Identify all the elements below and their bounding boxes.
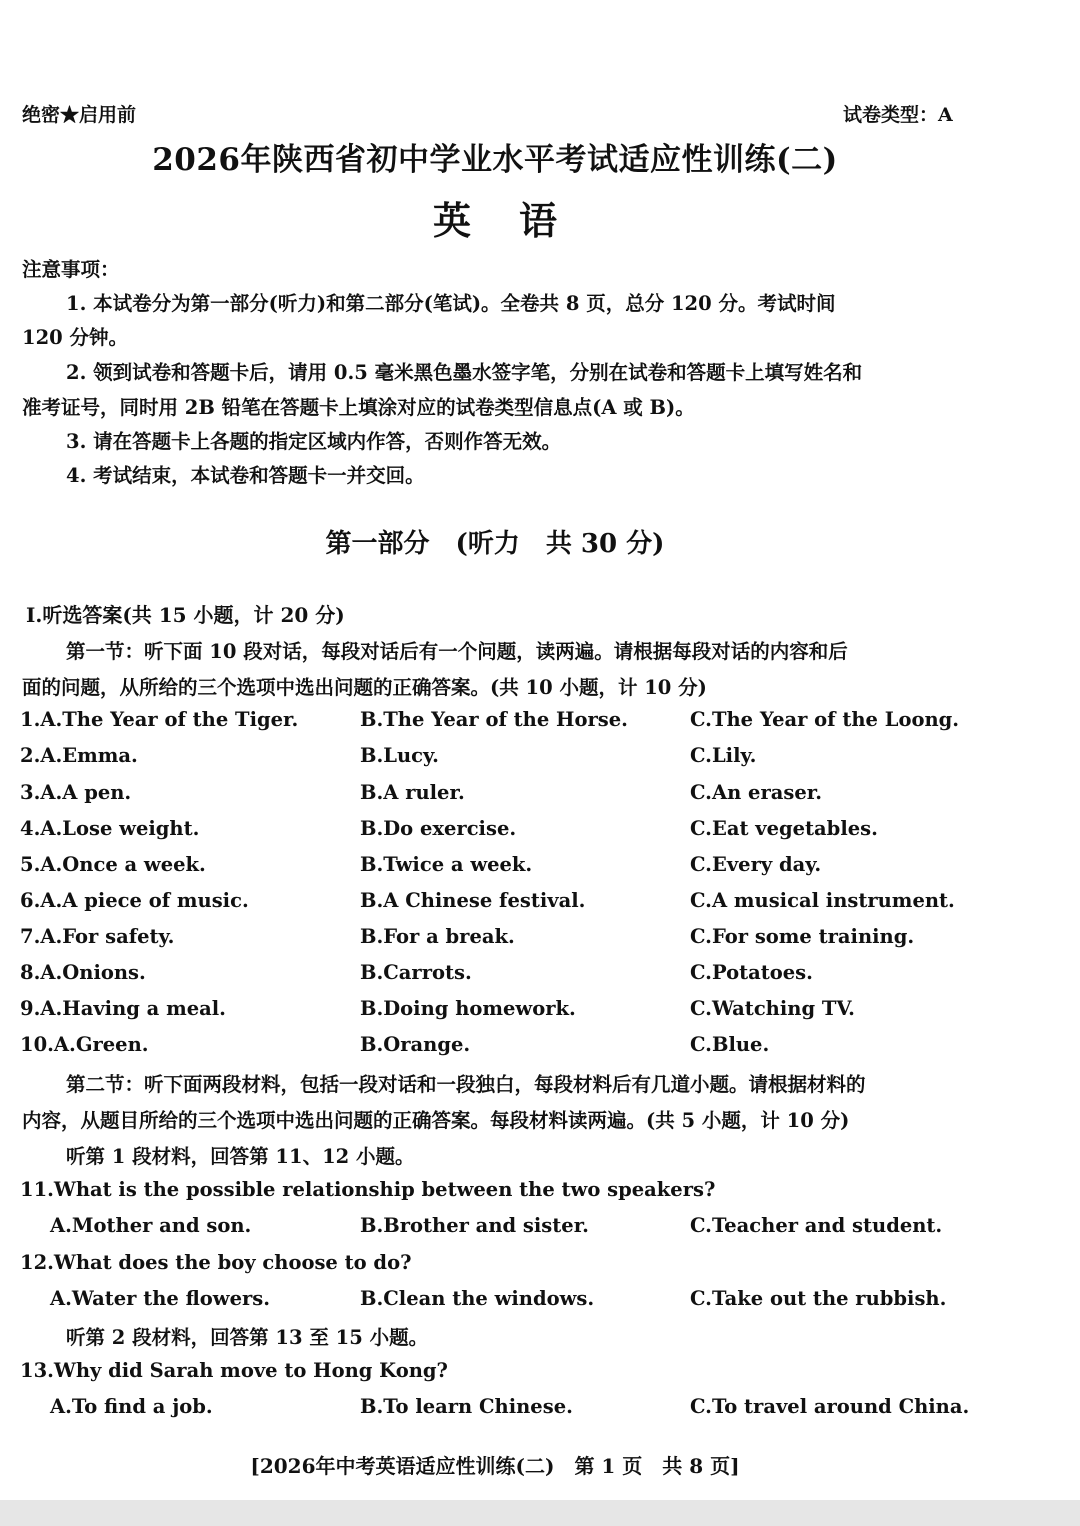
option-b: B.A Chinese festival. [360,889,586,912]
option-b: B.Doing homework. [360,997,576,1020]
option-b: B.A ruler. [360,781,465,804]
option-a: A.Mother and son. [50,1214,252,1237]
question-stem: 13.Why did Sarah move to Hong Kong? [20,1359,448,1382]
option-a: A.To find a job. [50,1395,213,1418]
note-2-line-1: 2. 领到试卷和答题卡后，请用 0.5 毫米黑色墨水签字笔，分别在试卷和答题卡上填写姓名和 [66,361,863,384]
note-1-line-2: 120 分钟。 [22,326,128,349]
note-3: 3. 请在答题卡上各题的指定区域内作答，否则作答无效。 [66,430,562,453]
option-c: C.An eraser. [690,781,823,804]
option-c: C.To travel around China. [690,1395,970,1418]
option-a: 10.A.Green. [20,1033,149,1056]
option-b: B.Brother and sister. [360,1214,589,1237]
material-2-label: 听第 2 段材料，回答第 13 至 15 小题。 [66,1326,429,1349]
option-c: C.Take out the rubbish. [690,1287,947,1310]
option-c: C.Teacher and student. [690,1214,943,1237]
option-a: 1.A.The Year of the Tiger. [20,708,299,731]
option-b: B.Orange. [360,1033,471,1056]
section-1-title: Ⅰ.听选答案(共 15 小题，计 20 分) [26,603,345,627]
option-b: B.For a break. [360,925,515,948]
option-c: C.Blue. [690,1033,770,1056]
material-1-label: 听第 1 段材料，回答第 11、12 小题。 [66,1145,415,1168]
note-1-line-1: 1. 本试卷分为第一部分(听力)和第二部分(笔试)。全卷共 8 页，总分 120 分。考试时间 [66,292,836,315]
option-b: B.Do exercise. [360,817,517,840]
option-c: C.Watching TV. [690,997,855,1020]
option-a: 5.A.Once a week. [20,853,206,876]
option-c: C.For some training. [690,925,915,948]
option-a: 3.A.A pen. [20,781,132,804]
paper-type-label: 试卷类型：A [843,104,953,126]
option-a: A.Water the flowers. [50,1287,271,1310]
option-b: B.Clean the windows. [360,1287,595,1310]
subject-title: 英语 [432,198,605,243]
question-stem: 12.What does the boy choose to do? [20,1251,412,1274]
option-a: 4.A.Lose weight. [20,817,200,840]
question-stem: 11.What is the possible relationship between the two speakers? [20,1178,716,1201]
option-b: B.The Year of the Horse. [360,708,628,731]
notes-heading: 注意事项： [22,258,120,281]
confidential-label: 绝密★启用前 [22,104,137,126]
option-c: C.A musical instrument. [690,889,955,912]
option-b: B.Lucy. [360,744,439,767]
page-footer: [2026年中考英语适应性训练(二) 第 1 页 共 8 页] [250,1454,740,1478]
option-b: B.To learn Chinese. [360,1395,573,1418]
note-2-line-2: 准考证号，同时用 2B 铅笔在答题卡上填涂对应的试卷类型信息点(A 或 B)。 [22,396,695,419]
option-c: C.Eat vegetables. [690,817,878,840]
section-2-instruction-b: 内容，从题目所给的三个选项中选出问题的正确答案。每段材料读两遍。(共 5 小题，计 10 分) [22,1109,850,1132]
exam-title: 2026年陕西省初中学业水平考试适应性训练(二) [152,142,838,178]
option-a: 2.A.Emma. [20,744,138,767]
note-4: 4. 考试结束，本试卷和答题卡一并交回。 [66,464,425,487]
section-1-instruction-a: 第一节：听下面 10 段对话，每段对话后有一个问题，读两遍。请根据每段对话的内容和后 [66,640,848,663]
option-c: C.Every day. [690,853,822,876]
option-c: C.Potatoes. [690,961,813,984]
section-1-instruction-b: 面的问题，从所给的三个选项中选出问题的正确答案。(共 10 小题，计 10 分) [22,676,707,699]
option-b: B.Twice a week. [360,853,533,876]
option-c: C.The Year of the Loong. [690,708,960,731]
part-1-title: 第一部分 (听力 共 30 分) [325,529,665,559]
option-a: 7.A.For safety. [20,925,175,948]
option-a: 8.A.Onions. [20,961,146,984]
section-2-instruction-a: 第二节：听下面两段材料，包括一段对话和一段独白，每段材料后有几道小题。请根据材料的 [66,1073,866,1096]
option-c: C.Lily. [690,744,757,767]
scan-edge [0,1500,1080,1526]
option-b: B.Carrots. [360,961,472,984]
option-a: 6.A.A piece of music. [20,889,249,912]
option-a: 9.A.Having a meal. [20,997,226,1020]
